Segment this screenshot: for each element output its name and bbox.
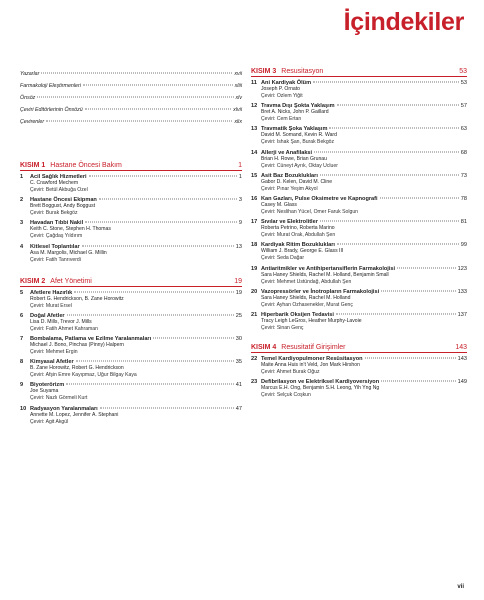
chapter-authors: Lisa D. Mills, Trevor J. Mills xyxy=(30,318,92,325)
front-matter-label: Çevirenler xyxy=(20,119,45,125)
chapter-body xyxy=(261,379,467,399)
chapter-title: Kardiyak Ritim Bozuklukları xyxy=(261,242,335,249)
front-matter-label: Önsöz xyxy=(20,95,36,101)
section-header[interactable] xyxy=(20,278,242,287)
chapter-translator: Çeviri: Seda Dağar xyxy=(261,255,305,262)
dot-leader xyxy=(37,97,233,98)
toc-entry[interactable] xyxy=(20,382,242,402)
chapter-authors: C. Crawford Mechem xyxy=(30,180,79,186)
chapter-body xyxy=(261,219,467,239)
section-label: KISIM 2 xyxy=(20,277,46,285)
front-matter-page: xlix xyxy=(234,119,242,125)
chapter-number: 5 xyxy=(20,289,24,296)
chapter-number: 6 xyxy=(20,312,24,319)
chapter-translator: Çeviri: Afşin Emre Kayıpmaz, Uğur Bilgay Kaya xyxy=(30,372,137,379)
chapter-authors: David M. Somand, Kevin R. Ward xyxy=(261,132,337,139)
chapter-body xyxy=(30,220,242,240)
page-title: İçindekiler xyxy=(343,8,464,36)
chapter-authors: Gabor D. Kelen, David M. Cline xyxy=(261,178,333,185)
front-matter-page: xlvii xyxy=(233,107,242,113)
chapter-authors: Robert G. Hendrickson, B. Zane Horowitz xyxy=(30,295,124,302)
chapter-body xyxy=(30,406,242,426)
chapter-body xyxy=(261,356,467,376)
dot-leader xyxy=(380,197,459,198)
chapter-number: 4 xyxy=(20,243,24,250)
toc-entry[interactable] xyxy=(251,266,467,286)
chapter-body xyxy=(30,336,242,356)
dot-leader xyxy=(320,174,459,175)
front-matter-label: Farmakoloji Eleştirmenleri xyxy=(20,83,81,89)
page-number: vii xyxy=(457,584,464,590)
chapter-translator: Çeviri: İshak Şan, Burak Bekgöz xyxy=(261,139,335,146)
section-block xyxy=(251,68,467,332)
chapter-page: 123 xyxy=(457,265,467,272)
chapter-number: 7 xyxy=(20,335,24,342)
dot-leader xyxy=(89,176,237,177)
chapter-page: 81 xyxy=(460,219,467,226)
chapter-number: 21 xyxy=(251,311,258,318)
section-header[interactable] xyxy=(20,162,242,171)
toc-entry[interactable] xyxy=(251,242,467,262)
chapter-number: 11 xyxy=(251,80,257,86)
chapter-authors: Marcus E.H. Ong, Benjamin S.H. Leong, Yih Yng Ng xyxy=(261,385,380,392)
chapter-translator: Çeviri: Mehmet Ergin xyxy=(30,348,78,355)
chapter-authors: Joseph P. Ornato xyxy=(261,86,300,92)
chapter-title: Allerji ve Anafilaksi xyxy=(261,149,313,156)
chapter-translator: Çeviri: Burak Bekgöz xyxy=(30,210,78,217)
chapter-authors: Tracy Leigh LeGros, Heather Murphy-Lavoie xyxy=(261,317,362,324)
section-header[interactable] xyxy=(251,68,467,77)
chapter-translator: Çeviri: Ayhan Özhasenekler, Murat Genç xyxy=(261,301,353,308)
chapter-translator: Çeviri: Özlem Yiğit xyxy=(261,93,303,99)
chapter-translator: Çeviri: Cüneyt Ayrık, Oktay Ucluer xyxy=(261,162,338,169)
dot-leader xyxy=(82,245,234,246)
front-matter-item[interactable] xyxy=(20,92,242,104)
dot-leader xyxy=(41,73,232,74)
chapter-translator: Çeviri: Pınar Yeşim Akyol xyxy=(261,185,318,192)
section-title: Hastane Öncesi Bakım xyxy=(50,162,122,169)
toc-entry[interactable] xyxy=(20,197,242,217)
chapter-authors: Roberta Petrino, Roberta Marino xyxy=(261,225,335,232)
dot-leader xyxy=(365,357,456,358)
section-title: Afet Yönetimi xyxy=(50,277,92,285)
chapter-title: Biyoterörizm xyxy=(30,382,65,389)
chapter-title: Temel Kardiyopulmoner Resüsitasyon xyxy=(261,355,363,362)
chapter-page: 25 xyxy=(235,312,242,319)
chapter-number: 13 xyxy=(251,126,258,133)
chapter-title: Asit Baz Bozuklukları xyxy=(261,172,318,179)
chapter-page: 3 xyxy=(238,197,242,204)
chapter-body xyxy=(261,312,467,332)
chapter-title: Acil Sağlık Hizmetleri xyxy=(30,174,87,180)
toc-entry[interactable] xyxy=(251,103,467,123)
chapter-page: 57 xyxy=(460,103,467,110)
front-matter-list xyxy=(20,68,242,128)
chapter-number: 1 xyxy=(20,174,24,180)
front-matter-item[interactable] xyxy=(20,104,242,116)
chapter-title: Travmatik Şoka Yaklaşım xyxy=(261,126,328,133)
chapter-translator: Çeviri: Ahmet Burak Oğuz xyxy=(261,368,320,375)
toc-entry[interactable] xyxy=(20,174,242,194)
chapter-page: 30 xyxy=(235,335,242,342)
chapter-body xyxy=(30,290,242,310)
chapter-translator: Çeviri: Çağdaş Yıldırım xyxy=(30,233,83,240)
chapter-number: 9 xyxy=(20,382,24,389)
chapter-page: 99 xyxy=(460,242,467,249)
chapter-body xyxy=(261,80,467,100)
chapter-title: Afetlere Hazırlık xyxy=(30,289,73,296)
chapter-translator: Çeviri: Neslihan Yücel, Ömer Faruk Solgun xyxy=(261,208,359,215)
chapter-body xyxy=(30,197,242,217)
dot-leader xyxy=(381,381,456,382)
chapter-page: 41 xyxy=(235,382,242,389)
chapter-page: 149 xyxy=(457,379,467,386)
dot-leader xyxy=(314,151,459,152)
toc-entry[interactable] xyxy=(20,336,242,356)
chapter-body xyxy=(30,174,242,194)
chapter-authors: Bret A. Nicks, John P. Gaillard xyxy=(261,109,329,116)
dot-leader xyxy=(153,337,234,338)
chapter-authors: Brian H. Rowe, Brian Grunau xyxy=(261,155,327,162)
chapter-page: 63 xyxy=(460,126,467,133)
section-block xyxy=(20,162,242,264)
front-matter-page: xliii xyxy=(234,83,242,89)
section-page: 53 xyxy=(459,68,467,75)
toc-entry[interactable] xyxy=(251,150,467,170)
chapter-translator: Çeviri: Selçuk Coşkun xyxy=(261,392,311,399)
toc-entry[interactable] xyxy=(251,80,467,100)
right-column xyxy=(251,68,467,402)
chapter-page: 1 xyxy=(238,174,242,180)
dot-leader xyxy=(99,199,237,200)
chapter-body xyxy=(261,150,467,170)
dot-leader xyxy=(313,82,459,83)
front-matter-item[interactable] xyxy=(20,80,242,92)
front-matter-label: Çeviri Editörlerinin Önsözü xyxy=(20,107,83,113)
front-matter-page: xlv xyxy=(235,95,242,101)
chapter-page: 9 xyxy=(238,220,242,227)
section-label: KISIM 1 xyxy=(20,162,46,169)
section-label: KISIM 4 xyxy=(251,343,277,351)
dot-leader xyxy=(329,128,458,129)
dot-leader xyxy=(337,244,459,245)
chapter-title: Ani Kardiyak Ölüm xyxy=(261,80,312,86)
chapter-title: Defibrilasyon ve Elektriksel Kardiyoversiyon xyxy=(261,379,380,386)
front-matter-label: Yazarlar xyxy=(20,71,40,77)
chapter-page: 19 xyxy=(235,289,242,296)
chapter-page: 73 xyxy=(460,172,467,179)
chapter-title: Kitlesel Toplantılar xyxy=(30,243,80,250)
section-title: Resusitatif Girişimler xyxy=(281,343,346,351)
dot-leader xyxy=(76,361,234,362)
chapter-authors: Annette M. Lopez, Jennifer A. Stephani xyxy=(30,411,119,418)
dot-leader xyxy=(85,222,237,223)
chapter-page: 47 xyxy=(235,405,242,412)
toc-entry[interactable] xyxy=(251,312,467,332)
chapter-number: 20 xyxy=(251,288,258,295)
section-page: 19 xyxy=(234,277,242,285)
chapter-authors: Brett Boggust, Andy Boggust xyxy=(30,203,96,210)
chapter-translator: Çeviri: Murat Orak, Abdullah Şen xyxy=(261,232,336,239)
chapter-number: 19 xyxy=(251,265,258,272)
front-matter-item[interactable] xyxy=(20,116,242,128)
dot-leader xyxy=(74,291,233,292)
chapter-body xyxy=(261,196,467,216)
chapter-number: 17 xyxy=(251,219,258,226)
chapter-number: 12 xyxy=(251,103,258,110)
toc-entry[interactable] xyxy=(20,313,242,333)
chapter-translator: Çeviri: Fatih Tanrıverdi xyxy=(30,256,81,263)
chapter-authors: Sara Haney Shields, Rachel M. Holland xyxy=(261,294,351,301)
chapter-translator: Çeviri: Agit Akgül xyxy=(30,418,69,425)
chapter-body xyxy=(261,242,467,262)
dot-leader xyxy=(66,384,234,385)
chapter-number: 2 xyxy=(20,197,24,204)
chapter-body xyxy=(261,126,467,146)
chapter-body xyxy=(30,313,242,333)
chapter-translator: Çeviri: Cem Ertan xyxy=(261,116,302,123)
front-matter-item[interactable] xyxy=(20,68,242,80)
chapter-number: 23 xyxy=(251,379,258,386)
chapter-translator: Çeviri: Murat Ersel xyxy=(30,302,72,309)
chapter-authors: William J. Brady, George E. Glass III xyxy=(261,248,344,255)
left-column xyxy=(20,68,242,429)
chapter-title: Sıvılar ve Elektrolitler xyxy=(261,219,318,226)
chapter-translator: Çeviri: Mehmet Üstündağ, Abdullah Şen xyxy=(261,278,352,285)
section-title: Resusitasyon xyxy=(281,68,324,75)
left-sections xyxy=(20,162,242,426)
chapter-page: 78 xyxy=(460,195,467,202)
chapter-title: Vazopressörler ve İnotropların Farmakolojisi xyxy=(261,288,380,295)
chapter-title: Bombalama, Patlama ve Ezilme Yaralanmaları xyxy=(30,335,152,342)
chapter-authors: Sara Haney Shields, Rachel M. Holland, Benjamin Small xyxy=(261,271,389,278)
chapter-body xyxy=(261,103,467,123)
section-block xyxy=(20,278,242,426)
dot-leader xyxy=(46,121,232,122)
chapter-title: Travma Dışı Şokta Yaklaşım xyxy=(261,103,335,110)
chapter-authors: Michael J. Bono, Pinchas (Pinny) Halpern xyxy=(30,341,124,348)
chapter-body xyxy=(261,173,467,193)
dot-leader xyxy=(381,290,456,291)
chapter-title: Antiaritmikler ve Antihipertansiflerin Farmakolojisi xyxy=(261,265,396,272)
dot-leader xyxy=(83,85,233,86)
dot-leader xyxy=(336,313,456,314)
chapter-number: 3 xyxy=(20,220,24,227)
chapter-title: Doğal Afetler xyxy=(30,312,65,319)
chapter-body xyxy=(261,289,467,309)
toc-entry[interactable] xyxy=(20,406,242,426)
chapter-authors: Maite Anna Huis in't Veld, Jon Mark Hirshon xyxy=(261,361,360,368)
toc-entry[interactable] xyxy=(251,173,467,193)
toc-entry[interactable] xyxy=(20,359,242,379)
toc-entry[interactable] xyxy=(251,126,467,146)
chapter-translator: Çeviri: Betül Akbuğa Özel xyxy=(30,187,88,193)
chapter-title: Kan Gazları, Pulse Oksimetre ve Kapnografi xyxy=(261,195,378,202)
chapter-number: 16 xyxy=(251,195,258,202)
chapter-page: 35 xyxy=(235,359,242,366)
dot-leader xyxy=(397,267,456,268)
chapter-title: Hastane Öncesi Ekipman xyxy=(30,197,97,204)
toc-entry[interactable] xyxy=(251,289,467,309)
chapter-title: Radyasyon Yaralanmaları xyxy=(30,405,98,412)
toc-entry[interactable] xyxy=(251,219,467,239)
chapter-authors: Casey M. Glass xyxy=(261,201,297,208)
toc-entry[interactable] xyxy=(251,356,467,376)
dot-leader xyxy=(337,105,459,106)
chapter-page: 68 xyxy=(460,149,467,156)
chapter-body xyxy=(30,359,242,379)
chapter-number: 15 xyxy=(251,172,258,179)
chapter-number: 18 xyxy=(251,242,258,249)
toc-entry[interactable] xyxy=(251,196,467,216)
chapter-page: 143 xyxy=(457,355,467,362)
chapter-page: 133 xyxy=(457,288,467,295)
chapter-translator: Çeviri: Fatih Ahmet Kahraman xyxy=(30,325,98,332)
chapter-body xyxy=(261,266,467,286)
chapter-authors: B. Zane Horowitz, Robert G. Hendrickson xyxy=(30,365,124,372)
chapter-translator: Çeviri: Nazlı Görmeli Kurt xyxy=(30,395,88,402)
right-sections xyxy=(251,68,467,399)
chapter-number: 8 xyxy=(20,359,24,366)
chapter-page: 13 xyxy=(235,243,242,250)
chapter-authors: Asa M. Margolis, Michael G. Millin xyxy=(30,249,107,256)
section-label: KISIM 3 xyxy=(251,68,277,75)
chapter-number: 14 xyxy=(251,149,258,156)
section-page: 1 xyxy=(238,162,242,169)
dot-leader xyxy=(100,407,234,408)
chapter-title: Havadan Tıbbi Nakil xyxy=(30,220,84,227)
dot-leader xyxy=(85,109,231,110)
chapter-number: 22 xyxy=(251,355,258,362)
chapter-title: Hiperbarik Oksijen Tedavisi xyxy=(261,311,334,318)
section-header[interactable] xyxy=(251,344,467,353)
chapter-page: 53 xyxy=(460,80,467,86)
chapter-body xyxy=(30,382,242,402)
chapter-authors: Joe Suyama xyxy=(30,388,59,395)
dot-leader xyxy=(320,221,459,222)
chapter-number: 10 xyxy=(20,405,27,412)
toc-entry[interactable] xyxy=(251,379,467,399)
chapter-translator: Çeviri: Sinan Genç xyxy=(261,324,304,331)
toc-entry[interactable] xyxy=(20,244,242,264)
section-block xyxy=(251,344,467,399)
dot-leader xyxy=(67,314,234,315)
chapter-title: Kimyasal Afetler xyxy=(30,359,74,366)
front-matter-page: xvii xyxy=(234,71,242,77)
chapter-page: 137 xyxy=(457,311,467,318)
toc-entry[interactable] xyxy=(20,290,242,310)
section-page: 143 xyxy=(455,343,467,351)
chapter-authors: Keith C. Stone, Stephen H. Thomas xyxy=(30,226,111,233)
toc-entry[interactable] xyxy=(20,220,242,240)
chapter-body xyxy=(30,244,242,264)
